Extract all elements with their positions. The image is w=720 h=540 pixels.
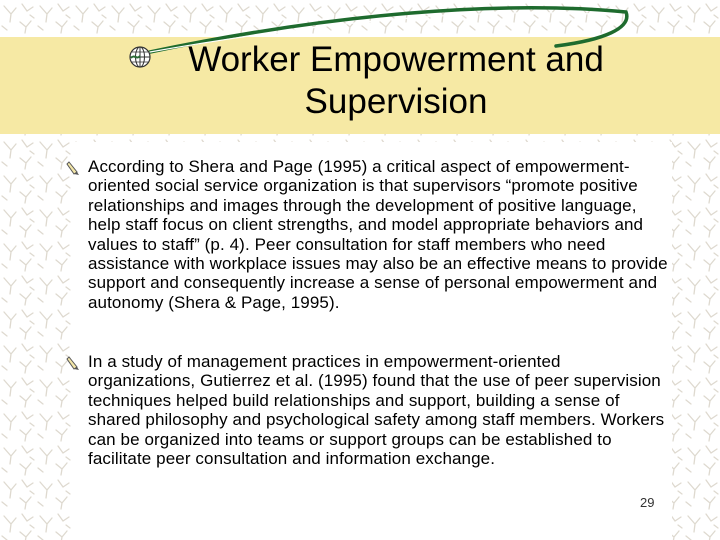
pen-nib-icon xyxy=(66,355,80,371)
bullet-paragraph xyxy=(88,352,668,468)
pen-nib-icon xyxy=(66,160,80,176)
bullet-paragraph xyxy=(88,157,668,312)
slide-title: Worker Empowerment and Supervision xyxy=(188,40,604,121)
bullet-text: In a study of management practices in empowerment-oriented organizations, Gutierrez et al. (1995) found that the use of peer supervision techniques helped build relationships and support, building a sense of shared philosophy and psychological safety among staff members. Workers can be organized into teams or support groups can be established to facilitate peer consultation and information exchange. xyxy=(88,352,665,469)
bullet-text: According to Shera and Page (1995) a critical aspect of empowerment-oriented social service organization is that supervisors “promote positive relationships and images through the development of positive language, help staff focus on client strengths, and model appropriate behaviors and values to staff” (p. 4). Peer consultation for staff members who need assistance with workplace issues may also be an effective means to provide support and consequently increase a sense of personal empowerment and autonomy (Shera & Page, 1995). xyxy=(88,157,668,312)
page-number: 29 xyxy=(640,495,655,510)
